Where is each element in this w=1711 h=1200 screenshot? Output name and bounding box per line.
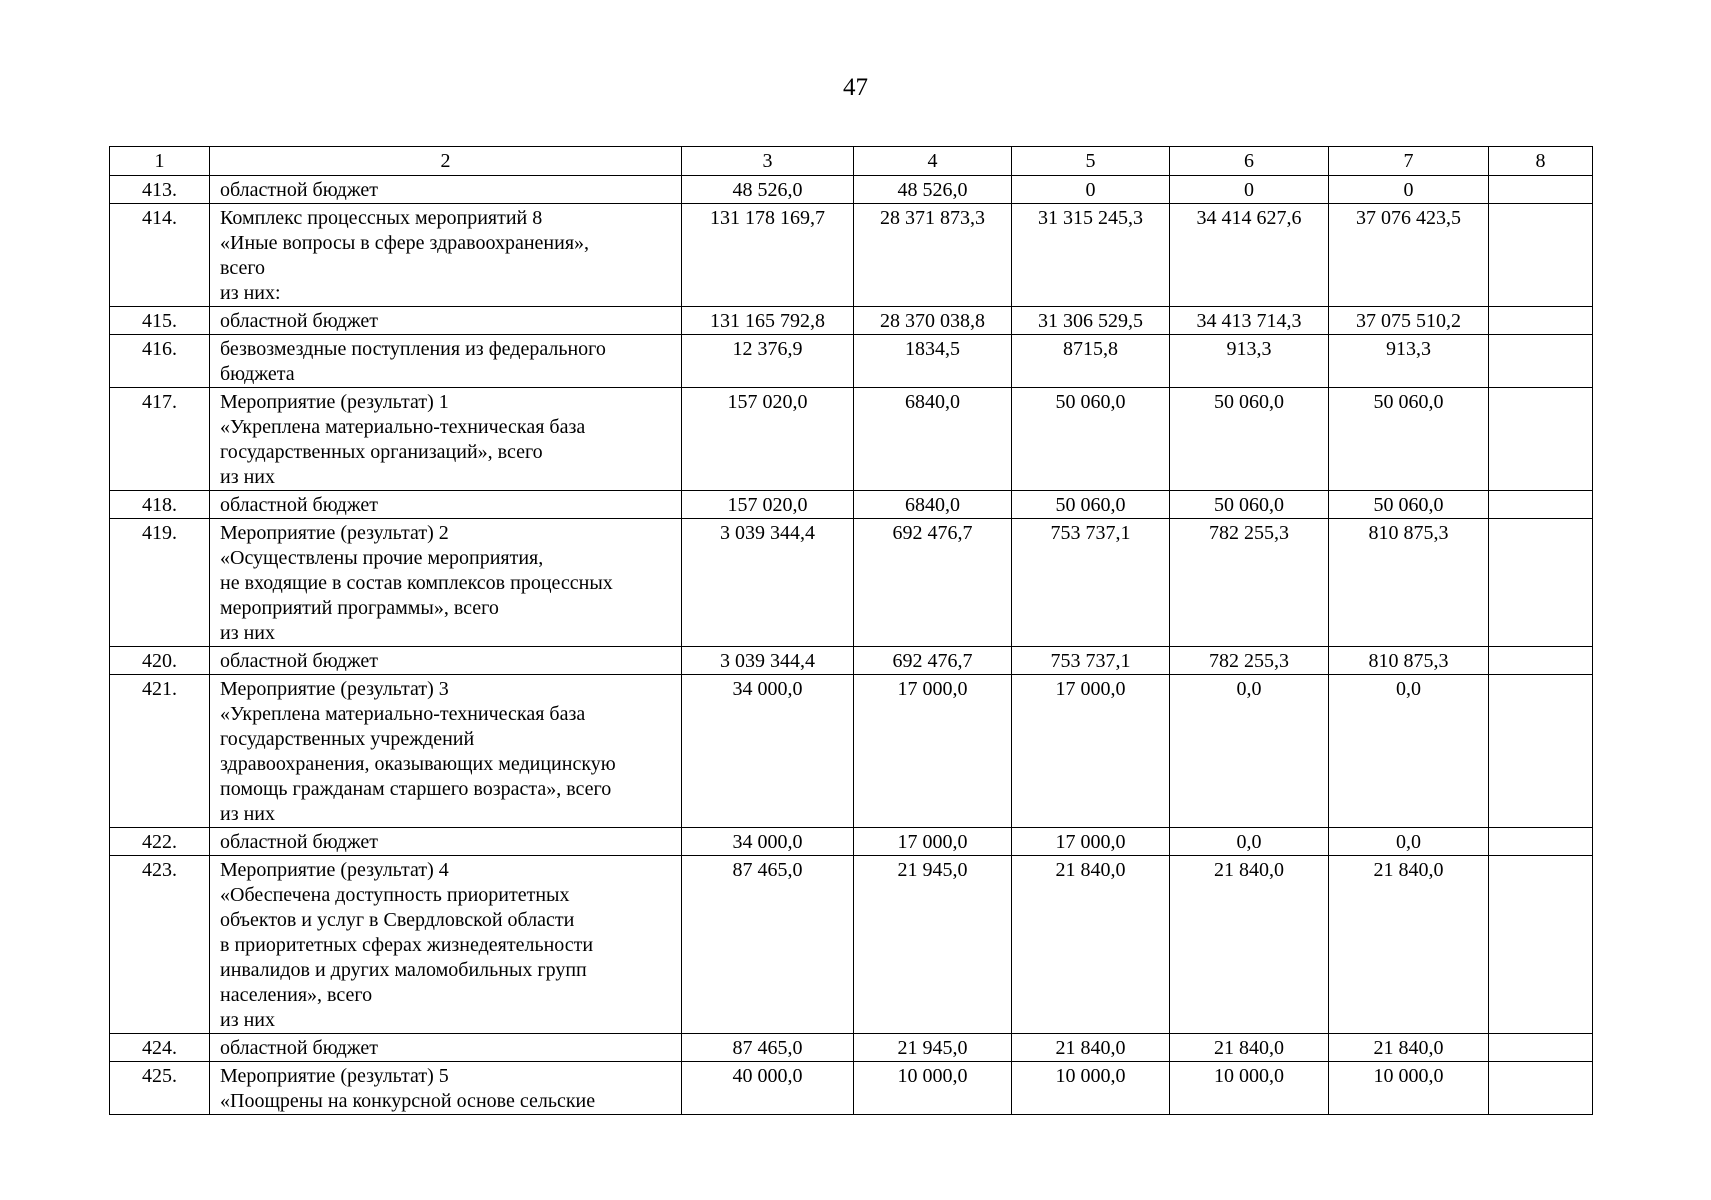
value-cell-col-6: 0	[1170, 176, 1329, 204]
row-number: 419.	[110, 519, 210, 647]
value-cell-col-6: 782 255,3	[1170, 519, 1329, 647]
value-cell-col-7: 37 076 423,5	[1329, 204, 1489, 307]
value-cell-col-5: 21 840,0	[1012, 856, 1170, 1034]
table-row	[110, 856, 1593, 1034]
value-cell-col-4: 6840,0	[854, 388, 1012, 491]
value-cell-col-7: 0,0	[1329, 828, 1489, 856]
value-cell-col-6: 34 413 714,3	[1170, 307, 1329, 335]
table-row	[110, 1034, 1593, 1062]
table-row	[110, 675, 1593, 828]
value-cell-col-3: 34 000,0	[682, 675, 854, 828]
row-number: 416.	[110, 335, 210, 388]
value-cell-col-5: 753 737,1	[1012, 647, 1170, 675]
value-cell-col-8	[1489, 307, 1593, 335]
row-number: 418.	[110, 491, 210, 519]
column-header: 5	[1012, 147, 1170, 176]
value-cell-col-5: 8715,8	[1012, 335, 1170, 388]
row-description: областной бюджет	[210, 828, 682, 856]
value-cell-col-7: 21 840,0	[1329, 856, 1489, 1034]
value-cell-col-5: 50 060,0	[1012, 388, 1170, 491]
column-header: 1	[110, 147, 210, 176]
value-cell-col-4: 28 370 038,8	[854, 307, 1012, 335]
column-header: 8	[1489, 147, 1593, 176]
value-cell-col-6: 0,0	[1170, 828, 1329, 856]
value-cell-col-4: 692 476,7	[854, 647, 1012, 675]
value-cell-col-7: 0,0	[1329, 675, 1489, 828]
row-description: Комплекс процессных мероприятий 8 «Иные вопросы в сфере здравоохранения», всего из них:	[210, 204, 682, 307]
value-cell-col-7: 913,3	[1329, 335, 1489, 388]
table-row	[110, 491, 1593, 519]
table-row	[110, 335, 1593, 388]
value-cell-col-6: 10 000,0	[1170, 1062, 1329, 1115]
value-cell-col-8	[1489, 388, 1593, 491]
page-number: 47	[843, 74, 868, 101]
value-cell-col-7: 37 075 510,2	[1329, 307, 1489, 335]
value-cell-col-4: 6840,0	[854, 491, 1012, 519]
row-number: 425.	[110, 1062, 210, 1115]
row-number: 417.	[110, 388, 210, 491]
value-cell-col-4: 21 945,0	[854, 1034, 1012, 1062]
value-cell-col-5: 31 315 245,3	[1012, 204, 1170, 307]
row-number: 421.	[110, 675, 210, 828]
row-number: 423.	[110, 856, 210, 1034]
row-description: областной бюджет	[210, 647, 682, 675]
value-cell-col-6: 913,3	[1170, 335, 1329, 388]
value-cell-col-3: 12 376,9	[682, 335, 854, 388]
value-cell-col-8	[1489, 519, 1593, 647]
value-cell-col-8	[1489, 647, 1593, 675]
value-cell-col-3: 3 039 344,4	[682, 647, 854, 675]
value-cell-col-7: 810 875,3	[1329, 647, 1489, 675]
value-cell-col-8	[1489, 1062, 1593, 1115]
value-cell-col-4: 1834,5	[854, 335, 1012, 388]
row-description: безвозмездные поступления из федерального бюджета	[210, 335, 682, 388]
budget-table	[109, 146, 1593, 1115]
value-cell-col-8	[1489, 204, 1593, 307]
row-description: Мероприятие (результат) 2 «Осуществлены прочие мероприятия, не входящие в состав комплексов процессных мероприятий программы», всего из них	[210, 519, 682, 647]
row-description: Мероприятие (результат) 4 «Обеспечена доступность приоритетных объектов и услуг в Свердловской области в приоритетных сферах жизнедеятельности инвалидов и других маломобильных групп населения», всего из них	[210, 856, 682, 1034]
value-cell-col-6: 21 840,0	[1170, 856, 1329, 1034]
value-cell-col-7: 50 060,0	[1329, 388, 1489, 491]
value-cell-col-4: 21 945,0	[854, 856, 1012, 1034]
row-number: 422.	[110, 828, 210, 856]
value-cell-col-3: 157 020,0	[682, 388, 854, 491]
value-cell-col-4: 17 000,0	[854, 675, 1012, 828]
table-row	[110, 1062, 1593, 1115]
value-cell-col-7: 810 875,3	[1329, 519, 1489, 647]
table-row	[110, 307, 1593, 335]
column-header: 7	[1329, 147, 1489, 176]
value-cell-col-3: 40 000,0	[682, 1062, 854, 1115]
value-cell-col-3: 87 465,0	[682, 856, 854, 1034]
value-cell-col-8	[1489, 828, 1593, 856]
row-description: областной бюджет	[210, 176, 682, 204]
table-row	[110, 519, 1593, 647]
column-header: 4	[854, 147, 1012, 176]
value-cell-col-7: 10 000,0	[1329, 1062, 1489, 1115]
value-cell-col-3: 131 165 792,8	[682, 307, 854, 335]
value-cell-col-3: 48 526,0	[682, 176, 854, 204]
row-description: областной бюджет	[210, 307, 682, 335]
column-header: 2	[210, 147, 682, 176]
row-number: 414.	[110, 204, 210, 307]
value-cell-col-6: 34 414 627,6	[1170, 204, 1329, 307]
table-row	[110, 828, 1593, 856]
value-cell-col-6: 50 060,0	[1170, 388, 1329, 491]
table-row	[110, 388, 1593, 491]
value-cell-col-3: 131 178 169,7	[682, 204, 854, 307]
row-description: Мероприятие (результат) 1 «Укреплена материально-техническая база государственных организаций», всего из них	[210, 388, 682, 491]
value-cell-col-6: 21 840,0	[1170, 1034, 1329, 1062]
value-cell-col-8	[1489, 1034, 1593, 1062]
header-row	[110, 147, 1593, 176]
row-description: областной бюджет	[210, 1034, 682, 1062]
row-description: Мероприятие (результат) 3 «Укреплена материально-техническая база государственных учреждений здравоохранения, оказывающих медицинскую помощь гражданам старшего возраста», всего из них	[210, 675, 682, 828]
value-cell-col-4: 48 526,0	[854, 176, 1012, 204]
value-cell-col-5: 17 000,0	[1012, 828, 1170, 856]
value-cell-col-3: 87 465,0	[682, 1034, 854, 1062]
column-header: 3	[682, 147, 854, 176]
value-cell-col-3: 3 039 344,4	[682, 519, 854, 647]
value-cell-col-4: 692 476,7	[854, 519, 1012, 647]
value-cell-col-6: 0,0	[1170, 675, 1329, 828]
value-cell-col-4: 17 000,0	[854, 828, 1012, 856]
value-cell-col-8	[1489, 176, 1593, 204]
value-cell-col-4: 10 000,0	[854, 1062, 1012, 1115]
row-number: 420.	[110, 647, 210, 675]
row-description: Мероприятие (результат) 5 «Поощрены на конкурсной основе сельские	[210, 1062, 682, 1115]
value-cell-col-6: 50 060,0	[1170, 491, 1329, 519]
value-cell-col-5: 17 000,0	[1012, 675, 1170, 828]
value-cell-col-3: 34 000,0	[682, 828, 854, 856]
table-row	[110, 176, 1593, 204]
value-cell-col-5: 31 306 529,5	[1012, 307, 1170, 335]
value-cell-col-8	[1489, 675, 1593, 828]
value-cell-col-4: 28 371 873,3	[854, 204, 1012, 307]
value-cell-col-8	[1489, 335, 1593, 388]
value-cell-col-5: 10 000,0	[1012, 1062, 1170, 1115]
value-cell-col-6: 782 255,3	[1170, 647, 1329, 675]
value-cell-col-8	[1489, 491, 1593, 519]
value-cell-col-7: 21 840,0	[1329, 1034, 1489, 1062]
value-cell-col-5: 50 060,0	[1012, 491, 1170, 519]
row-description: областной бюджет	[210, 491, 682, 519]
value-cell-col-5: 753 737,1	[1012, 519, 1170, 647]
value-cell-col-7: 0	[1329, 176, 1489, 204]
column-header: 6	[1170, 147, 1329, 176]
value-cell-col-7: 50 060,0	[1329, 491, 1489, 519]
value-cell-col-5: 0	[1012, 176, 1170, 204]
value-cell-col-5: 21 840,0	[1012, 1034, 1170, 1062]
table-row	[110, 647, 1593, 675]
row-number: 413.	[110, 176, 210, 204]
row-number: 424.	[110, 1034, 210, 1062]
row-number: 415.	[110, 307, 210, 335]
value-cell-col-3: 157 020,0	[682, 491, 854, 519]
value-cell-col-8	[1489, 856, 1593, 1034]
table-row	[110, 204, 1593, 307]
